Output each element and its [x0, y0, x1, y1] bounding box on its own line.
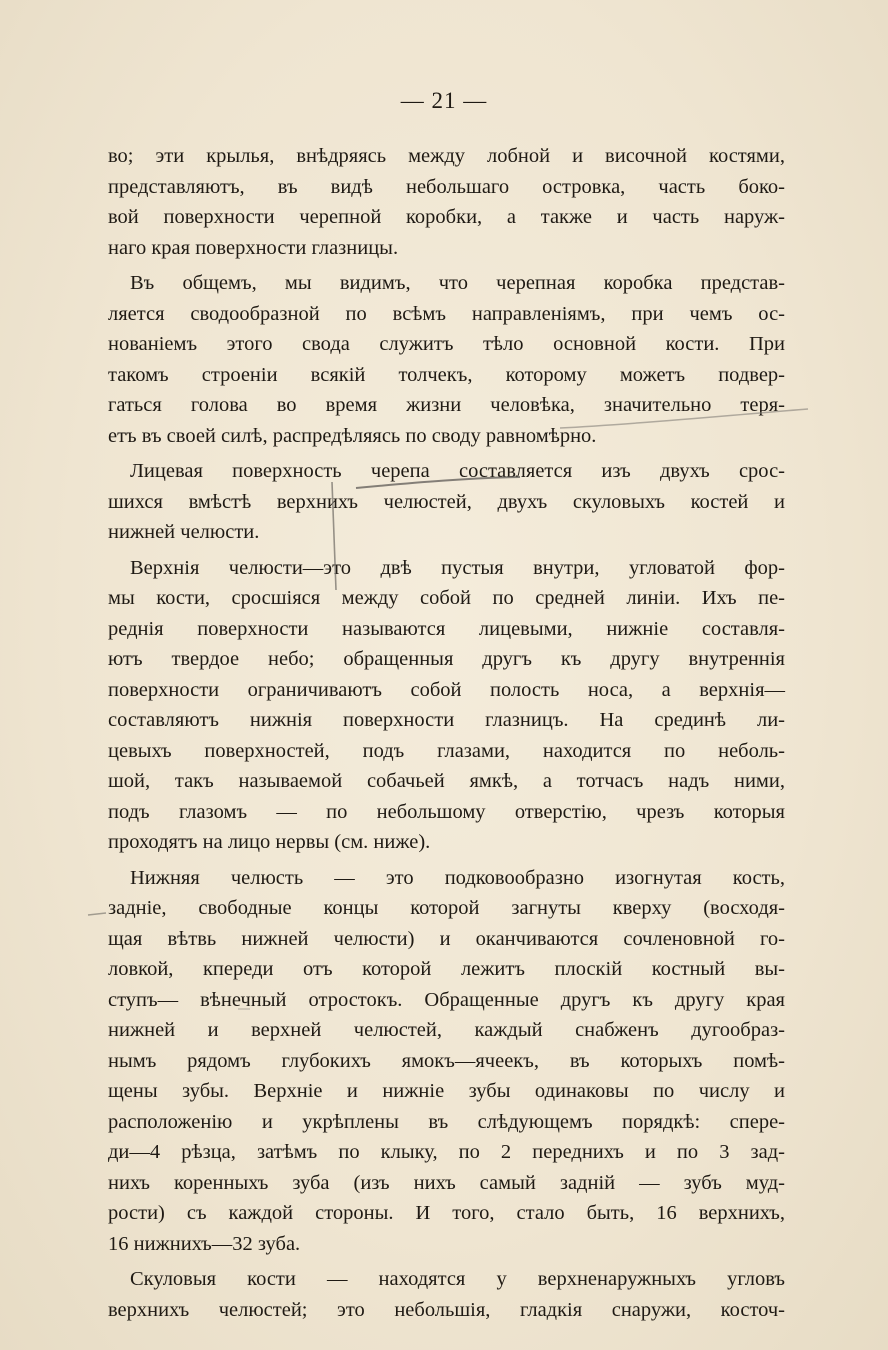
text-line: представляютъ, въ видѣ небольшаго островка, часть боко-	[108, 175, 785, 198]
text-line: составляютъ нижнія поверхности глазницъ. На срединѣ ли-	[108, 709, 785, 731]
text-line: мы кости, сросшіяся между собой по средней линіи. Ихъ пе-	[108, 587, 785, 609]
text-line: ляется сводообразной по всѣмъ направленіямъ, при чемъ ос-	[108, 302, 785, 325]
text-line: вой поверхности черепной коробки, а также и часть наруж-	[108, 206, 785, 228]
text-line: 16 нижнихъ—32 зуба.	[108, 1232, 301, 1255]
text-line: Скуловыя кости — находятся у верхненаружныхъ угловъ	[130, 1268, 785, 1290]
text-line: ди—4 рѣзца, затѣмъ по клыку, по 2 переднихъ и по 3 зад-	[108, 1141, 785, 1163]
text-line: Въ общемъ, мы видимъ, что черепная коробка представ-	[130, 272, 785, 294]
text-line: нижней челюсти.	[108, 521, 260, 543]
text-line: реднія поверхности называются лицевыми, нижніе составля-	[108, 617, 785, 640]
text-line: расположенію и укрѣплены въ слѣдующемъ порядкѣ: спере-	[108, 1110, 785, 1133]
text-line: нымъ рядомъ глубокихъ ямокъ—ячеекъ, въ которыхъ помѣ-	[108, 1049, 785, 1072]
text-line: Верхнія челюсти—это двѣ пустыя внутри, угловатой фор-	[130, 556, 785, 579]
pencil-dash-mark	[88, 913, 106, 915]
text-line: ступъ— вѣнечный отростокъ. Обращенные другъ къ другу края	[108, 988, 785, 1011]
text-line: ютъ твердое небо; обращенныя другъ къ другу внутреннія	[108, 648, 785, 670]
text-line: гаться голова во время жизни человѣка, значительно теря-	[108, 394, 785, 416]
text-line: подъ глазомъ — по небольшому отверстію, чрезъ которыя	[108, 800, 785, 823]
text-line: Нижняя челюсть — это подковообразно изогнутая кость,	[130, 866, 785, 889]
text-line: нованіемъ этого свода служитъ тѣло основной кости. При	[108, 333, 785, 355]
text-line: во; эти крылья, внѣдряясь между лобной и височной костями,	[108, 145, 785, 167]
text-line: наго края поверхности глазницы.	[108, 236, 399, 259]
text-line: щая вѣтвь нижней челюсти) и оканчиваются сочленовной го-	[108, 927, 785, 950]
text-line: проходятъ на лицо нервы (см. ниже).	[108, 831, 431, 853]
text-line: цевыхъ поверхностей, подъ глазами, находится по неболь-	[108, 739, 785, 762]
text-line: ловкой, кпереди отъ которой лежитъ плоскій костный вы-	[108, 958, 785, 980]
text-line: Лицевая поверхность черепа составляется изъ двухъ срос-	[130, 460, 785, 482]
text-line: щены зубы. Верхніе и нижніе зубы одинаковы по числу и	[108, 1080, 785, 1102]
text-line: верхнихъ челюстей; это небольшія, гладкія снаружи, косточ-	[108, 1298, 785, 1321]
text-line: етъ въ своей силѣ, распредѣляясь по своду равномѣрно.	[108, 424, 597, 447]
text-line: задніе, свободные концы которой загнуты кверху (восходя-	[108, 897, 785, 919]
text-line: такомъ строеніи всякій толчекъ, которому можетъ подвер-	[108, 363, 785, 386]
text-line: шихся вмѣстѣ верхнихъ челюстей, двухъ скуловыхъ костей и	[108, 490, 785, 513]
body-text	[108, 141, 785, 1325]
text-line: нижней и верхней челюстей, каждый снабженъ дугообраз-	[108, 1019, 785, 1041]
page-number: — 21 —	[400, 88, 488, 113]
text-line: поверхности ограничиваютъ собой полость носа, а верхнія—	[108, 678, 785, 701]
text-line: нихъ коренныхъ зуба (изъ нихъ самый задній — зубъ муд-	[108, 1171, 785, 1194]
text-line: рости) съ каждой стороны. И того, стало быть, 16 верхнихъ,	[108, 1202, 785, 1224]
text-line: шой, такъ называемой собачьей ямкѣ, а тотчасъ надъ ними,	[108, 770, 785, 792]
